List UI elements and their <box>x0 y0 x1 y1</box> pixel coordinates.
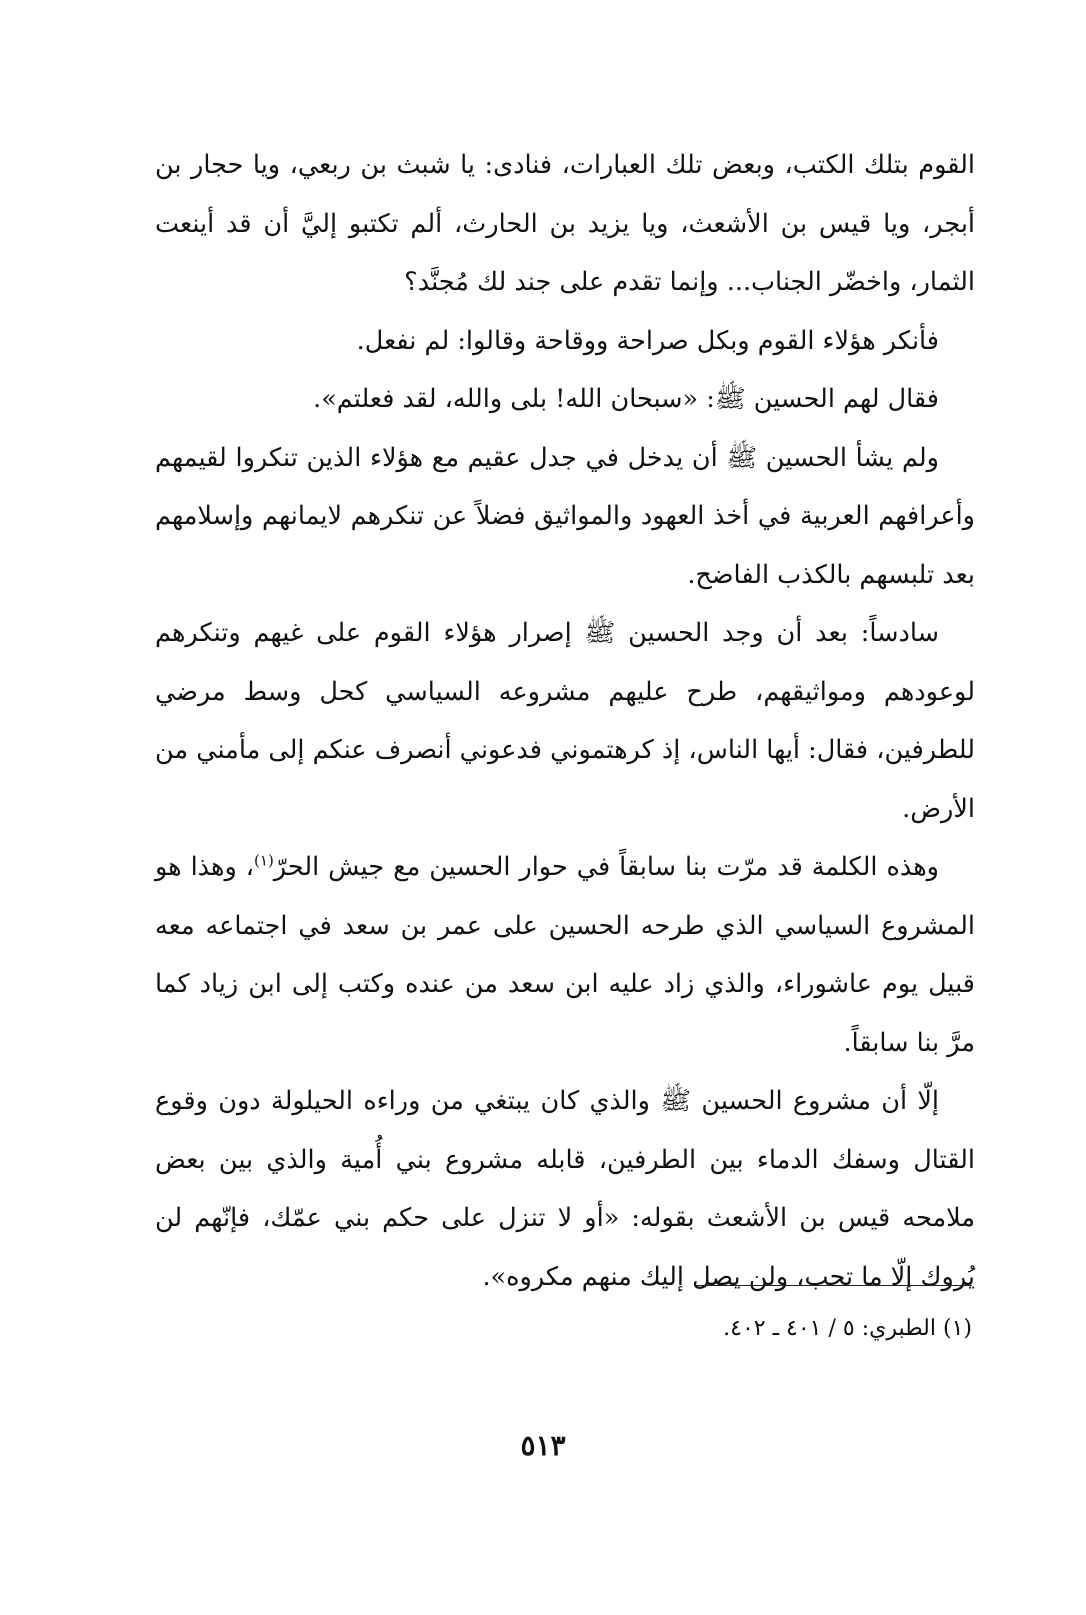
paragraph-5: سادساً: بعد أن وجد الحسين ﷺ إصرار هؤلاء القوم على غيهم وتنكرهم لوعودهم ومواثيقهم، طرح عليهم مشروعه السياسي كحل وسط مرضي للطرفين، فقال: أيها الناس، إذ كرهتموني فدعوني أنصرف عنكم إلى مأمني من الأرض. <box>155 618 975 824</box>
footnote-divider <box>695 1285 972 1286</box>
paragraph-6-end: ، وهذا هو المشروع السياسي الذي طرحه الحسين على عمر بن سعد في اجتماعه معه قبيل يوم عاشوراء، والذي زاد عليه ابن سعد من عنده وكتب إلى ابن زياد كما مرَّ بنا سابقاً. <box>155 852 975 1058</box>
paragraph-6 <box>155 838 975 1072</box>
paragraph-4: ولم يشأ الحسين ﷺ أن يدخل في جدل عقيم مع هؤلاء الذين تنكروا لقيمهم وأعرافهم العربية في أخذ العهود والمواثيق فضلاً عن تنكرهم لايمانهم وإسلامهم بعد تلبسهم بالكذب الفاضح. <box>155 442 975 590</box>
paragraph-2: فأنكر هؤلاء القوم وبكل صراحة ووقاحة وقالوا: لم نفعل. <box>356 325 939 356</box>
paragraph-7: إلّا أن مشروع الحسين ﷺ والذي كان يبتغي من وراءه الحيلولة دون وقوع القتال وسفك الدماء بين الطرفين، قابله مشروع بني أُمية والذي بين بعض ملامحه قيس بن الأشعث بقوله: «أو لا تنزل على حكم بني عمّك، فإنّهم لن يُروك إلّا ما تحب، ولن يصل إليك منهم مكروه». <box>155 1086 975 1292</box>
footnote: (١) الطبري: ٥ / ٤٠١ ـ ٤٠٢. <box>723 1316 972 1341</box>
footnote-reference[interactable]: (١) <box>254 851 274 870</box>
paragraph-6-start: وهذه الكلمة قد مرّت بنا سابقاً في حوار الحسين مع جيش الحرّ <box>273 852 939 882</box>
paragraph-1: القوم بتلك الكتب، وبعض تلك العبارات، فنادى: يا شبث بن ربعي، ويا حجار بن أبجر، ويا قيس بن الأشعث، ويا يزيد بن الحارث، ألم تكتبو إليَّ أن قد أينعت الثمار، واخضّر الجناب... وإنما تقدم على جند لك مُجنَّد؟ <box>155 150 975 297</box>
main-text <box>155 136 975 1306</box>
paragraph-3: فقال لهم الحسين ﷺ: «سبحان الله! بلى والله، لقد فعلتم». <box>313 384 939 414</box>
page-number: ٥١٣ <box>520 1429 566 1462</box>
